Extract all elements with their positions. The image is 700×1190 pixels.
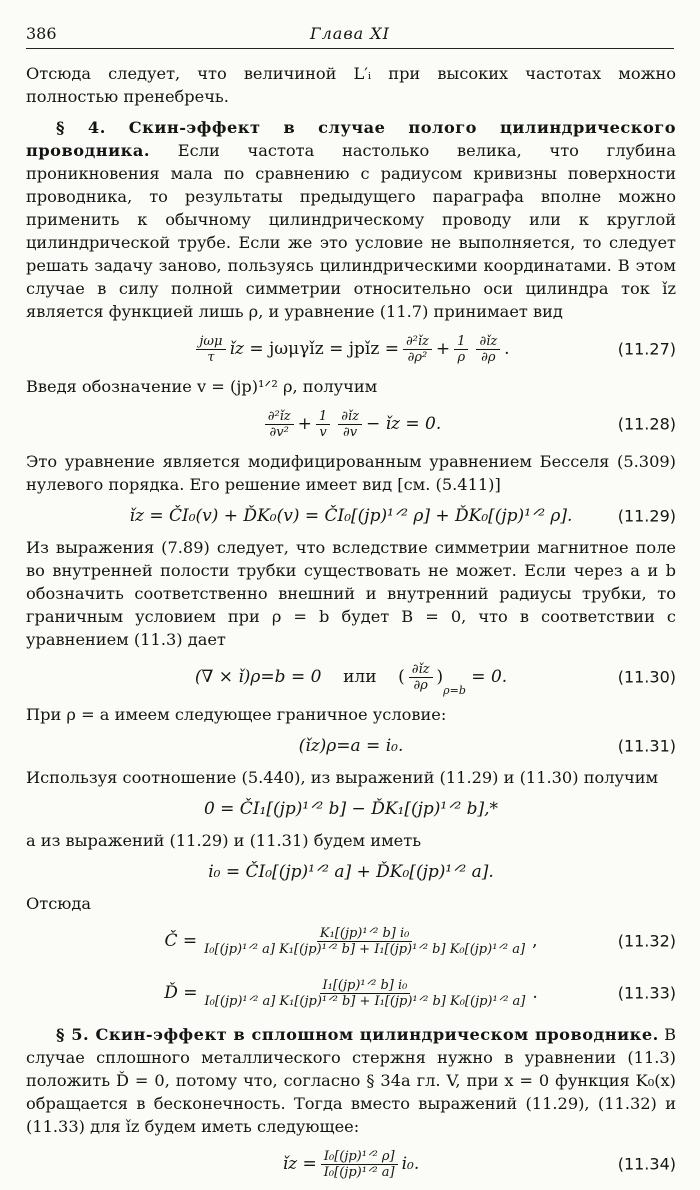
- formula-11-33-denominator: I₀[(jp)¹ᐟ² a] K₁[(jp)¹ᐟ² b] + I₁[(jp)¹ᐟ² b] K₀[(jp)¹ᐟ² a]: [204, 993, 526, 1009]
- formula-11-30-right: = 0.: [471, 667, 508, 687]
- formula-11-32-denominator: I₀[(jp)¹ᐟ² a] K₁[(jp)¹ᐟ² b] + I₁[(jp)¹ᐟ² b] K₀[(jp)¹ᐟ² a]: [204, 941, 526, 957]
- equation-11-30: (∇ × ǐ)ρ=b = 0 или ( $\frac{\partial ǐz}{\partial\rho}$ ) ρ=b = 0. (11.30): [194, 661, 676, 697]
- equation-number: (11.33): [617, 983, 676, 1003]
- paragraph-boundary-a: При ρ = a имеем следующее граничное условие:: [26, 705, 447, 724]
- paragraph-bessel: Это уравнение является модифицированным уравнением Бесселя (5.309) нулевого порядка. Его решение имеет вид [см. (5.411)]: [26, 452, 676, 494]
- page-number: 386: [26, 24, 57, 43]
- section-4-text: Если частота настолько велика, что глубина проникновения мала по сравнению с радиусом кривизны поверхности проводника, то результаты предыдущего параграфа вполне можно применить к обычному цилиндрическому проводу или к круглой цилиндрической трубе. Если же это условие не выполняется, то следует решать задачу заново, пользуясь цилиндрическими координатами. В этом случае в силу полной симметрии относительно оси цилиндра ток ǐz является функцией лишь ρ, и уравнение (11.7) принимает вид: [26, 141, 676, 321]
- paragraph-notation: Введя обозначение v = (jp)¹ᐟ² ρ, получим: [26, 377, 378, 396]
- formula-11-29: ǐz = ČI₀(v) + ĎK₀(v) = ČI₀[(jp)¹ᐟ² ρ] + ĎK₀[(jp)¹ᐟ² ρ].: [129, 506, 573, 526]
- equation-number: (11.28): [617, 414, 676, 434]
- equation-number: (11.34): [617, 1154, 676, 1174]
- equation-11-27: $\frac{\text{jωμ}}{\tau}$ ǐz = jωμγǐz = jpǐz = $\frac{\text{∂²ǐz}}{\text{∂ρ²}}$ + $\frac{1}{\rho}$ $\frac{\partial ǐz}{\partial\rho}$ . (11.27): [26, 323, 676, 375]
- chapter-title: Глава XI: [310, 24, 390, 43]
- equation-number: (11.30): [617, 667, 676, 687]
- equation-11-31: [26, 726, 676, 766]
- equation-i0: [26, 852, 676, 892]
- section-5-text: В случае сплошного металлического стержня нужно в уравнении (11.3) положить Ď = 0, потому что, согласно § 34a гл. V, при x = 0 функция K₀(x) обращается в бесконечность. Тогда вместо выражений (11.29), (11.32) и (11.33) для ǐz будем иметь следующее:: [26, 1025, 676, 1136]
- page-header: [26, 22, 674, 49]
- formula-11-34-denominator: I₀[(jp)¹ᐟ² a]: [323, 1164, 395, 1180]
- section-4-title: § 4. Скин-эффект в случае полого цилиндрического проводника.: [26, 118, 676, 160]
- formula-11-33-numerator: I₁[(jp)¹ᐟ² b] i₀: [320, 978, 411, 994]
- paragraph-using: Используя соотношение (5.440), из выражений (11.29) и (11.30) получим: [26, 768, 659, 787]
- section-5: [26, 1023, 676, 1138]
- page-body: [26, 62, 676, 1190]
- formula-11-32-numerator: K₁[(jp)¹ᐟ² b] i₀: [317, 926, 412, 942]
- formula-11-30-left: (∇ × ǐ)ρ=b = 0: [194, 667, 322, 687]
- equation-11-28: $\frac{\text{∂²ǐz}}{\text{∂v²}}$ + $\frac{1}{v}$ $\frac{\partial ǐz}{\partial v}$ − ǐz = 0. (11.28): [26, 398, 676, 450]
- paragraph-intro: Отсюда следует, что величиной L′ᵢ при высоких частотах можно полностью пренебречь.: [26, 64, 676, 106]
- paragraph-from: а из выражений (11.29) и (11.31) будем иметь: [26, 831, 422, 850]
- equation-number: (11.27): [617, 339, 676, 359]
- formula-zero: 0 = ČI₁[(jp)¹ᐟ² b] − ĎK₁[(jp)¹ᐟ² b],*: [203, 799, 499, 819]
- equation-11-33: Ď = $\frac{\text{I₁[(jp)¹ᐟ² b] i₀}}{\text{I₀[(jp)¹ᐟ² a] K₁[(jp)¹ᐟ² b] + I₁[(jp)¹ᐟ² b] K₀[(jp)¹ᐟ² a]}}$ . (11.33): [164, 977, 676, 1009]
- formula-i0: i₀ = ČI₀[(jp)¹ᐟ² a] + ĎK₀[(jp)¹ᐟ² a].: [208, 862, 494, 882]
- formula-11-28: − ǐz = 0.: [365, 414, 442, 434]
- formula-11-34-numerator: I₀[(jp)¹ᐟ² ρ]: [321, 1149, 398, 1165]
- equation-11-34: ǐz = $\frac{\text{I₀[(jp)¹ᐟ² ρ]}}{\text{I₀[(jp)¹ᐟ² a]}}$ i₀. (11.34): [282, 1148, 676, 1180]
- equation-zero: [26, 789, 676, 829]
- equation-11-29: [26, 496, 676, 536]
- section-5-title: § 5. Скин-эффект в сплошном цилиндрическом проводнике.: [56, 1025, 659, 1044]
- equation-number: (11.31): [617, 736, 676, 756]
- or-word: или: [343, 667, 377, 687]
- equation-11-32: Č = $\frac{\text{K₁[(jp)¹ᐟ² b] i₀}}{\text{I₀[(jp)¹ᐟ² a] K₁[(jp)¹ᐟ² b] + I₁[(jp)¹ᐟ² b] K₀[(jp)¹ᐟ² a]}}$ , (11.32): [164, 925, 676, 957]
- paragraph-hence: Отсюда: [26, 894, 92, 913]
- formula-11-27: = jωμγǐz = jpǐz =: [249, 339, 399, 359]
- section-4: [26, 116, 676, 323]
- paragraph-symmetry: Из выражения (7.89) следует, что вследствие симметрии магнитное поле во внутренней полости трубки существовать не может. Если через a и b обозначить соответственно внешний и внутренний радиусы трубки, то граничным условием при ρ = b будет B = 0, что в соответствии с уравнением (11.3) дает: [26, 538, 676, 649]
- equation-number: (11.32): [617, 931, 676, 951]
- formula-11-31: (ǐz)ρ=a = i₀.: [298, 736, 404, 756]
- equation-number: (11.29): [617, 506, 676, 526]
